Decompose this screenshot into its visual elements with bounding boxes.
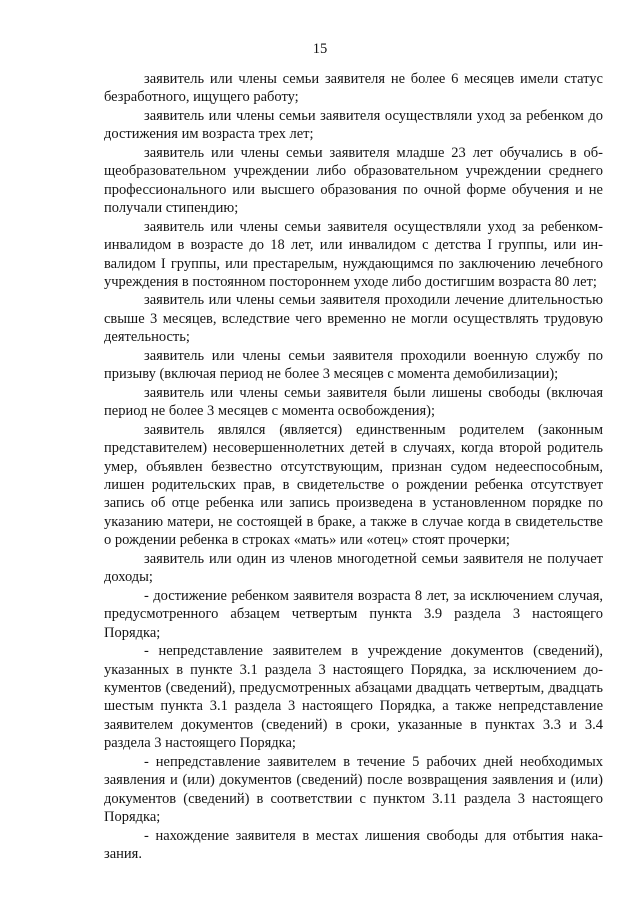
paragraph-unemployed-status: заявитель или члены семьи заявителя не более 6 месяцев имели статус безработного, ищущего работу; <box>104 71 603 106</box>
paragraph-full-time-study: заявитель или члены семьи заявителя младше 23 лет обучались в общеобразовательном учреждении либо образовательном учреждении среднего профессионального или высшего образования по очной форме обучения и не получали стипендию; <box>104 144 603 217</box>
page-number: 15 <box>312 41 328 57</box>
list-item-documents-not-resubmitted: - непредставление заявителем в течение 5 рабочих дней необходимых заявления и (или) документов (сведений) после возвращения заявления и (или) документов (сведений) в соответствии с пунктом 3.11 раздела 3 настоящего Порядка; <box>104 753 603 826</box>
list-item-child-age: - достижение ребенком заявителя возраста 8 лет, за исключением случая, предусмотренного абзацем четвертым пункта 3.9 раздела 3 настоящего Порядка; <box>104 587 603 641</box>
paragraph-single-parent: заявитель являлся (является) единственным родителем (законным представителем) несовершеннолетних детей в случаях, когда второй родитель умер, объявлен безвестно отсутствующим, признан судом недееспособным, лишен родительских прав, в свидетельстве о рождении ребенка отсутствует запись об отце ребенка или запись произведена в установленном порядке по указанию матери, не состоящей в браке, а также в случае когда в свидетельстве о рождении ребенка в строках «мать» или «отец» стоят прочерки; <box>104 421 603 549</box>
list-item-incarceration: - нахождение заявителя в местах лишения свободы для отбытия наказания. <box>104 827 603 863</box>
paragraph-disabled-care: заявитель или члены семьи заявителя осуществляли уход за ребенком-инвалидом в возрасте до 18 лет, или инвалидом с детства I группы, или инвалидом I группы, или престарелым, нуждающимся по заключению лечебного учреждения в постоянном постороннем уходе либо достигшим возраста 80 лет; <box>104 218 603 290</box>
list-item-documents-not-submitted: - непредставление заявителем в учреждение документов (сведений), указанных в пункте 3.1 раздела 3 настоящего Порядка, за исключением документов (сведений), предусмотренных абзацами двадцать четвертым, двадцать шестым пункта 3.1 раздела 3 настоящего Порядка, а также непредставление заявителем документов (сведений) в сроки, указанные в пунктах 3.3 и 3.4 раздела 3 настоящего Порядка; <box>104 643 603 752</box>
paragraph-military-service: заявитель или члены семьи заявителя проходили военную службу по призыву (включая период не более 3 месяцев с момента демобилизации); <box>104 347 603 383</box>
paragraph-imprisonment: заявитель или члены семьи заявителя были лишены свободы (включая период не более 3 месяцев с момента освобождения); <box>104 384 603 420</box>
paragraph-medical-treatment: заявитель или члены семьи заявителя проходили лечение длительностью свыше 3 месяцев, вследствие чего временно не могли осуществлять трудовую деятельность; <box>104 292 603 346</box>
document-body <box>104 70 603 863</box>
paragraph-child-care: заявитель или члены семьи заявителя осуществляли уход за ребенком до достижения им возраста трех лет; <box>104 107 603 143</box>
paragraph-large-family-no-income: заявитель или один из членов многодетной семьи заявителя не получает доходы; <box>104 550 603 586</box>
